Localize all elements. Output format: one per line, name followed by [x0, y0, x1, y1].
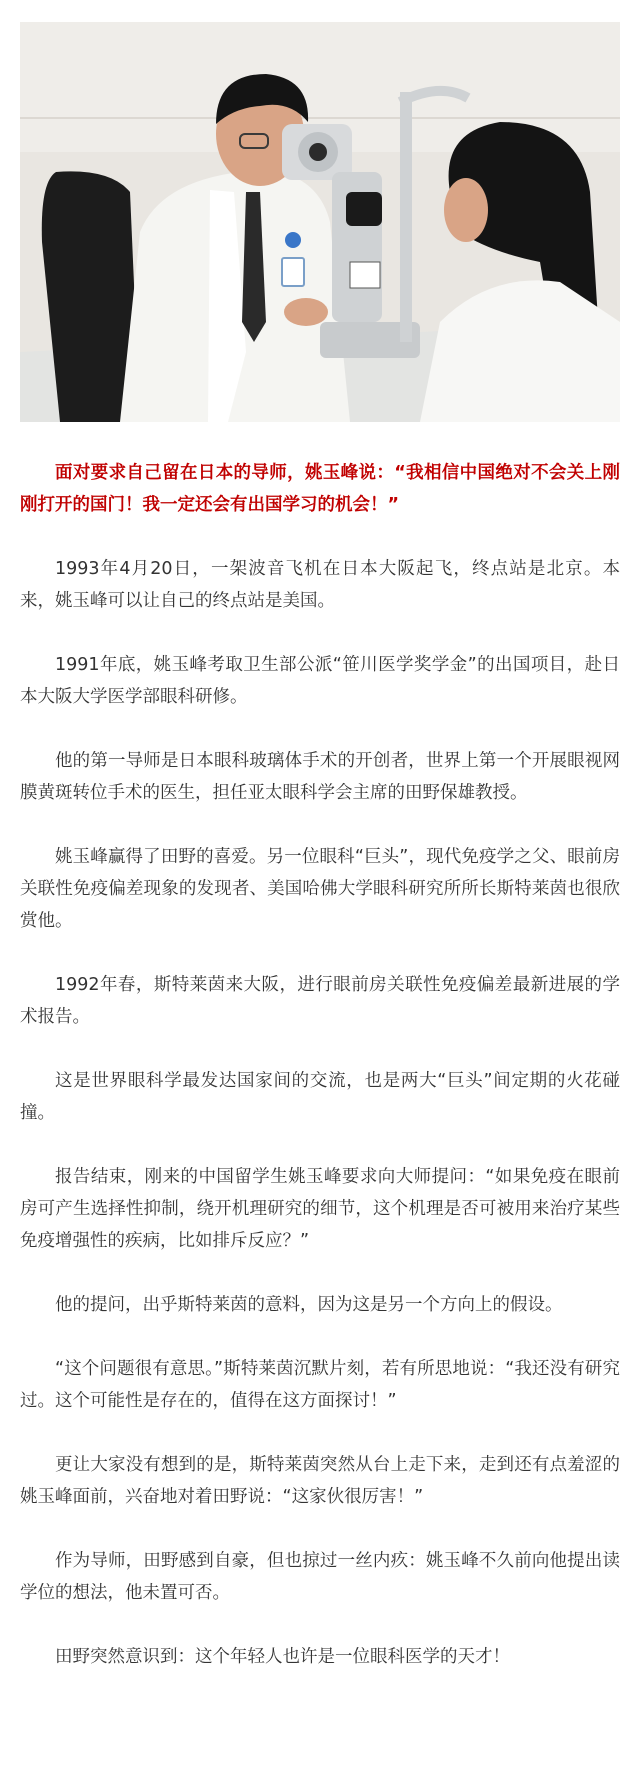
article-paragraph: 他的第一导师是日本眼科玻璃体手术的开创者，世界上第一个开展眼视网膜黄斑转位手术的医生，担任亚太眼科学会主席的田野保雄教授。: [20, 751, 620, 803]
article-paragraph: 这是世界眼科学最发达国家间的交流，也是两大“巨头”间定期的火花碰撞。: [20, 1071, 620, 1123]
article-paragraph: 1991年底，姚玉峰考取卫生部公派“笹川医学奖学金”的出国项目，赴日本大阪大学医学部眼科研修。: [20, 655, 620, 707]
lead-quote: 面对要求自己留在日本的导师，姚玉峰说：“我相信中国绝对不会关上刚刚打开的国门！我一定还会有出国学习的机会！”: [20, 463, 620, 515]
article-paragraph: 1992年春，斯特莱茵来大阪，进行眼前房关联性免疫偏差最新进展的学术报告。: [20, 975, 620, 1027]
article-body: [20, 457, 620, 1673]
doctor-examining-patient-illustration: [20, 22, 620, 422]
article-paragraph: 作为导师，田野感到自豪，但也掠过一丝内疚：姚玉峰不久前向他提出读学位的想法，他未置可否。: [20, 1551, 620, 1603]
article-paragraph: 报告结束，刚来的中国留学生姚玉峰要求向大师提问：“如果免疫在眼前房可产生选择性抑制，绕开机理研究的细节，这个机理是否可被用来治疗某些免疫增强性的疾病，比如排斥反应？”: [20, 1167, 620, 1251]
article-photo: [20, 22, 620, 422]
article-paragraph: 1993年4月20日，一架波音飞机在日本大阪起飞，终点站是北京。本来，姚玉峰可以让自己的终点站是美国。: [20, 559, 620, 611]
article-paragraph: 更让大家没有想到的是，斯特莱茵突然从台上走下来，走到还有点羞涩的姚玉峰面前，兴奋地对着田野说：“这家伙很厉害！”: [20, 1455, 620, 1507]
article-paragraph: 田野突然意识到：这个年轻人也许是一位眼科医学的天才！: [55, 1647, 510, 1667]
article-paragraph: “这个问题很有意思。”斯特莱茵沉默片刻，若有所思地说：“我还没有研究过。这个可能性是存在的，值得在这方面探讨！”: [20, 1359, 620, 1411]
article-paragraph: 姚玉峰赢得了田野的喜爱。另一位眼科“巨头”，现代免疫学之父、眼前房关联性免疫偏差现象的发现者、美国哈佛大学眼科研究所所长斯特莱茵也很欣赏他。: [20, 847, 620, 931]
article-paragraph: 他的提问，出乎斯特莱茵的意料，因为这是另一个方向上的假设。: [55, 1295, 563, 1315]
